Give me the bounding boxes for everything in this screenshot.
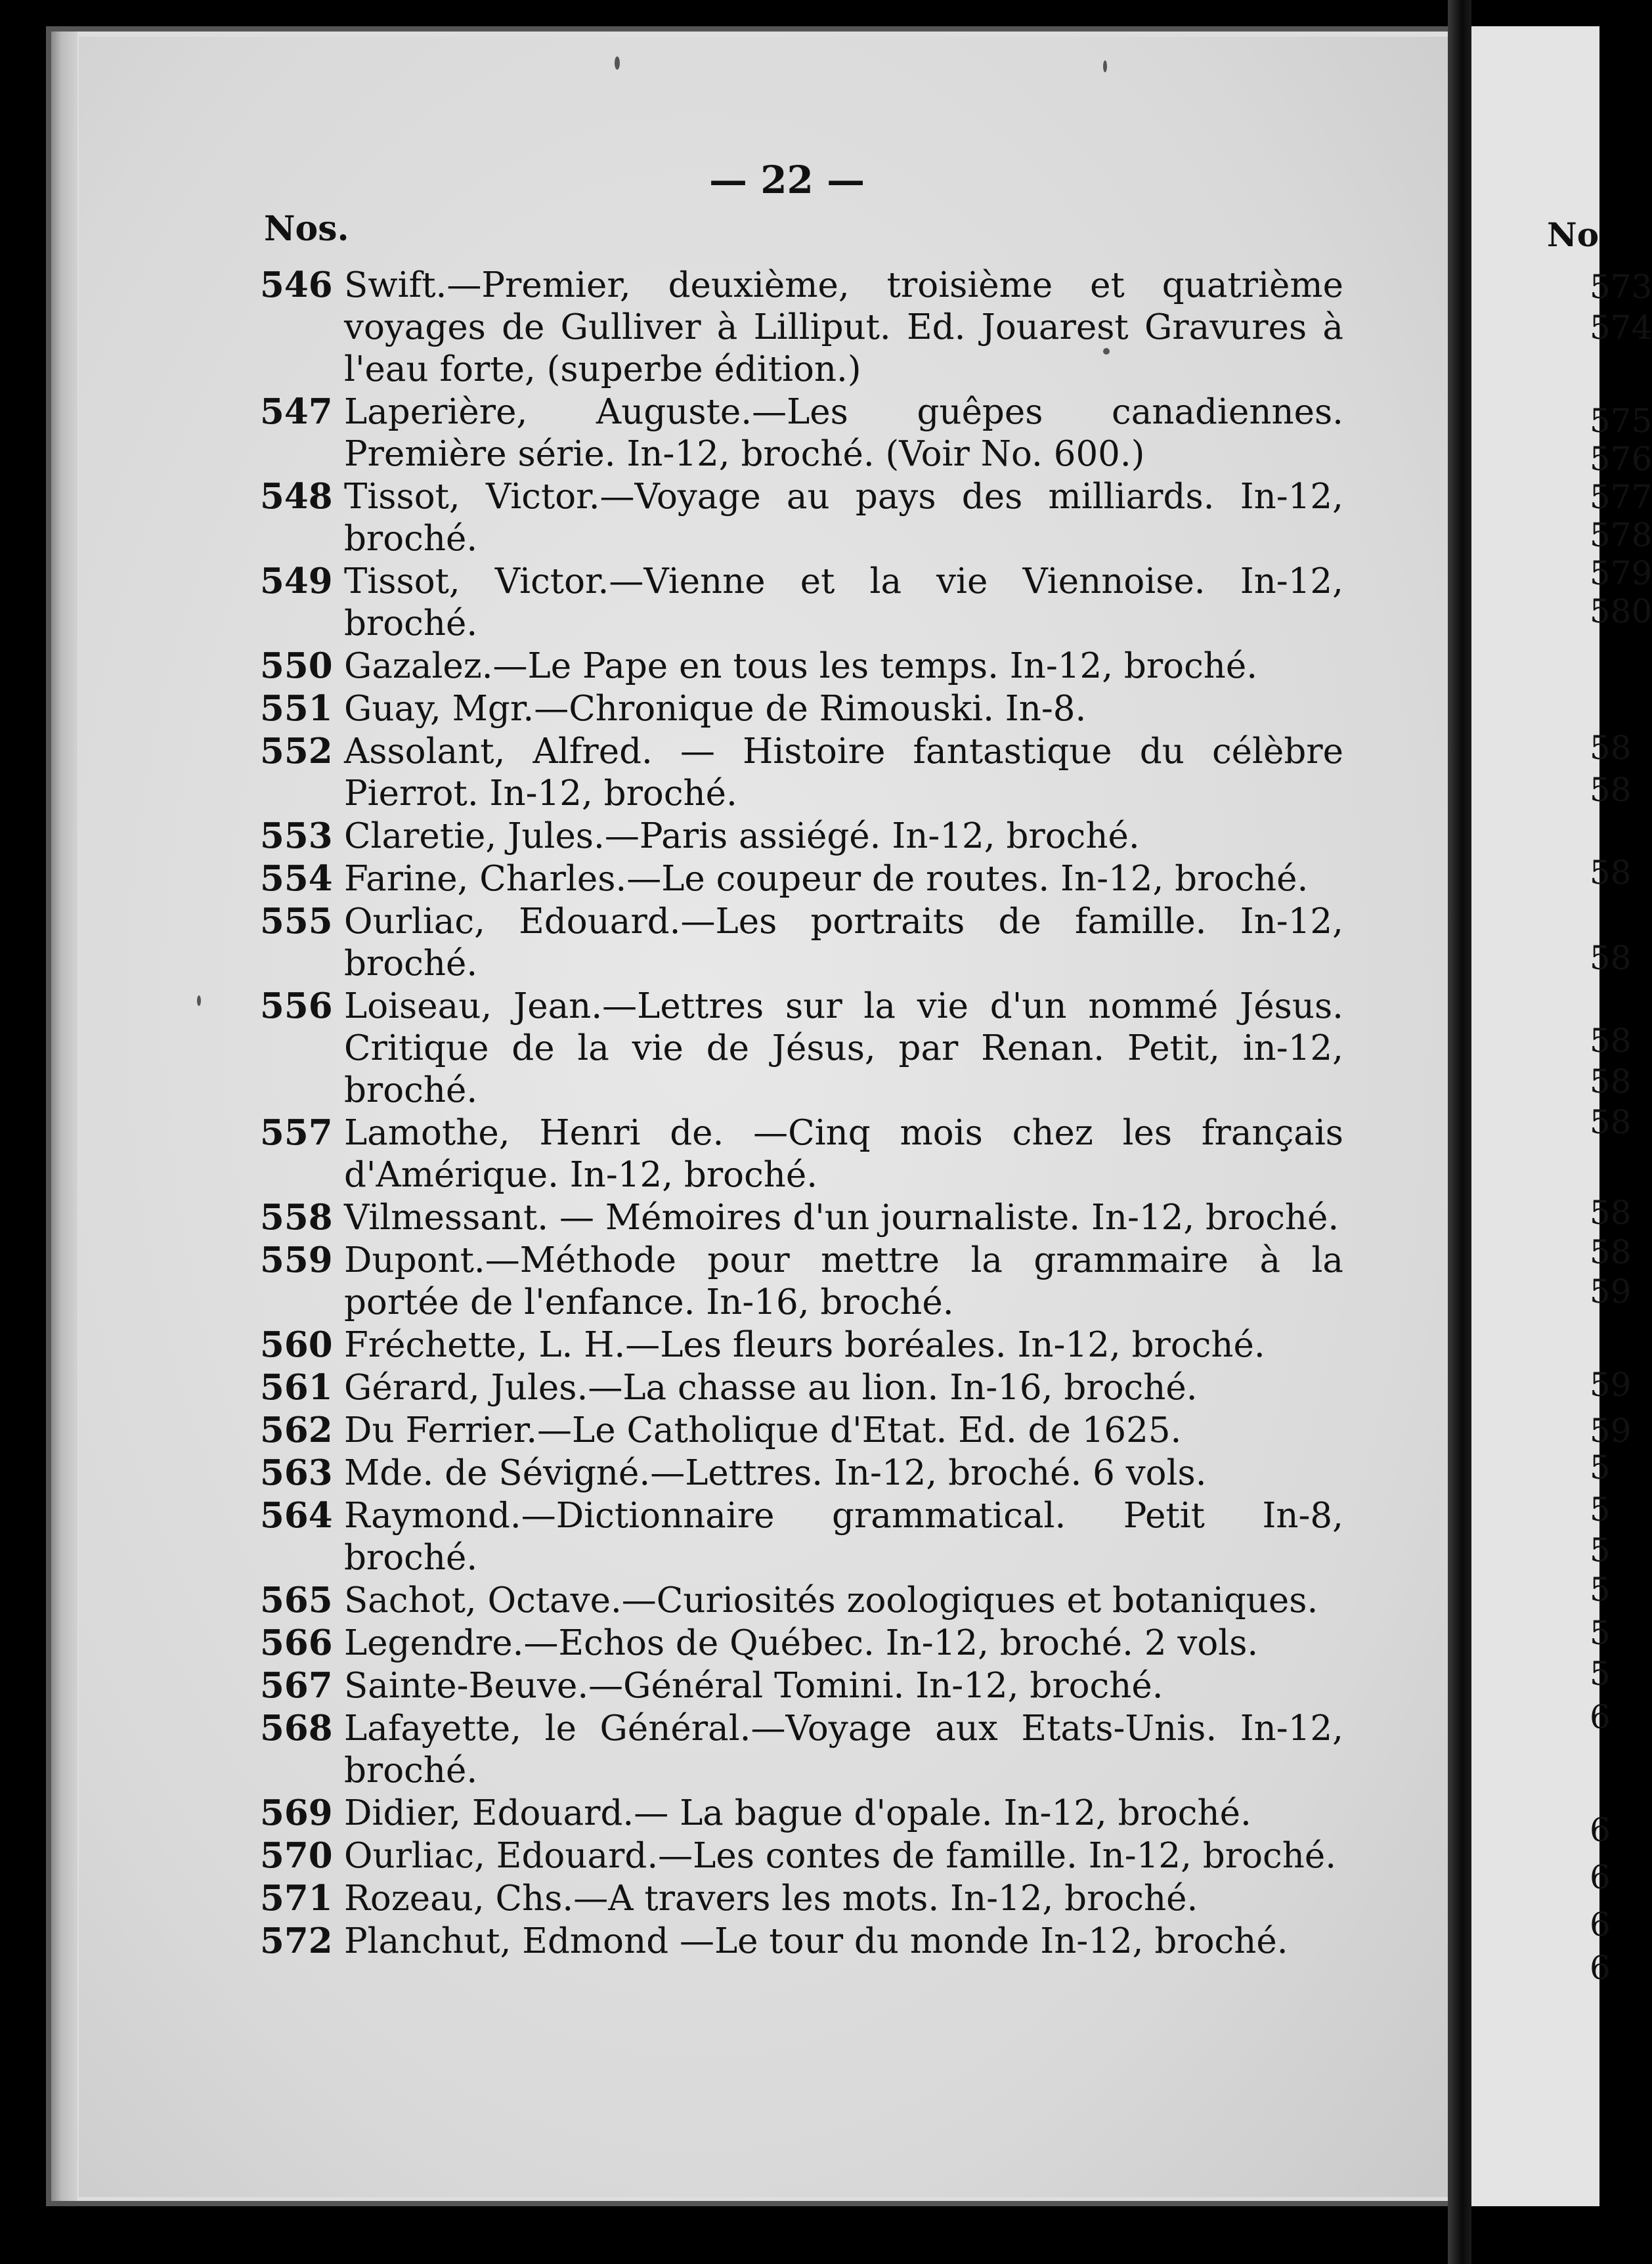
entry-text: Ourliac, Edouard.—Les contes de famille. In-12, broché.	[344, 1836, 1337, 1876]
entry-number: 549	[260, 561, 333, 601]
entry-text: Mde. de Sévigné.—Lettres. In-12, broché. 6 vols.	[344, 1453, 1207, 1493]
facing-page-entry-number: 58	[1590, 1233, 1632, 1271]
entry-text: Planchut, Edmond —Le tour du monde In-12, broché.	[344, 1921, 1288, 1961]
entry-number: 559	[260, 1240, 333, 1280]
facing-page-entry-number: 580	[1590, 592, 1652, 630]
facing-page-entry-number: 5	[1590, 1531, 1611, 1569]
print-speck	[1103, 60, 1107, 72]
entry-number: 568	[260, 1708, 333, 1749]
facing-page-entry-number: 6	[1590, 1811, 1611, 1849]
entry-text: Lamothe, Henri de. —Cinq mois chez les français d'Amérique. In-12, broché.	[344, 1113, 1343, 1195]
entry-text: Dupont.—Méthode pour mettre la grammaire à la portée de l'enfance. In-16, broché.	[344, 1240, 1343, 1322]
entry-number: 560	[260, 1324, 333, 1365]
facing-page-entry-number: 6	[1590, 1949, 1611, 1987]
entry-text: Swift.—Premier, deuxième, troisième et quatrième voyages de Gulliver à Lilliput. Ed. Jouarest Gravures à l'eau forte, (superbe édition.)	[344, 265, 1343, 389]
entry-number: 551	[260, 688, 333, 729]
page-number: — 22 —	[709, 158, 865, 202]
entry-text: Tissot, Victor.—Vienne et la vie Viennoise. In-12, broché.	[344, 561, 1343, 643]
facing-page-entry-number: 59	[1590, 1412, 1632, 1450]
facing-page-entry-number: 575	[1590, 402, 1652, 440]
entry-number: 555	[260, 901, 333, 942]
facing-page-entry-number: 59	[1590, 1273, 1632, 1311]
facing-page-entry-number: 58	[1590, 1194, 1632, 1232]
catalog-entry	[260, 687, 1343, 730]
facing-page-entry-number: 58	[1590, 1062, 1632, 1100]
catalog-entry	[260, 1366, 1343, 1409]
facing-page-entry-number: 578	[1590, 516, 1652, 554]
entry-number: 564	[260, 1495, 333, 1536]
catalog-entry	[260, 1622, 1343, 1665]
entry-text: Sainte-Beuve.—Général Tomini. In-12, broché.	[344, 1666, 1163, 1706]
entry-text: Legendre.—Echos de Québec. In-12, broché. 2 vols.	[344, 1623, 1259, 1663]
entry-text: Lafayette, le Général.—Voyage aux Etats-Unis. In-12, broché.	[344, 1709, 1343, 1791]
catalog-entry	[260, 1324, 1343, 1366]
catalog-entry	[260, 815, 1343, 858]
facing-page-entry-number: 58	[1590, 771, 1632, 809]
facing-page-entry-number: 579	[1590, 554, 1652, 592]
entry-text: Rozeau, Chs.—A travers les mots. In-12, broché.	[344, 1879, 1198, 1919]
facing-page-entry-number: 5	[1590, 1655, 1611, 1693]
catalog-entry	[260, 1452, 1343, 1494]
facing-page-entry-number: 58	[1590, 1022, 1632, 1060]
catalog-entry	[260, 560, 1343, 645]
entry-text: Ourliac, Edouard.—Les portraits de famille. In-12, broché.	[344, 902, 1343, 984]
entry-number: 562	[260, 1410, 333, 1450]
entry-text: Loiseau, Jean.—Lettres sur la vie d'un nommé Jésus. Critique de la vie de Jésus, par Renan. Petit, in-12, broché.	[344, 986, 1343, 1110]
facing-page-entry-number: 577	[1590, 478, 1652, 516]
catalog-entry	[260, 475, 1343, 560]
entry-number: 567	[260, 1665, 333, 1706]
catalog-entry	[260, 985, 1343, 1112]
catalog-entry	[260, 1239, 1343, 1324]
entry-text: Tissot, Victor.—Voyage au pays des milliards. In-12, broché.	[344, 477, 1343, 559]
catalog-list	[260, 264, 1343, 1963]
entry-text: Gérard, Jules.—La chasse au lion. In-16, broché.	[344, 1368, 1198, 1408]
entry-number: 561	[260, 1367, 333, 1408]
entry-number: 566	[260, 1622, 333, 1663]
entry-number: 546	[260, 265, 333, 305]
book-gutter	[1448, 0, 1471, 2264]
catalog-entry	[260, 900, 1343, 985]
facing-page-entry-number: 6	[1590, 1858, 1611, 1896]
entry-number: 548	[260, 476, 333, 517]
catalog-entry	[260, 1494, 1343, 1579]
entry-number: 553	[260, 816, 333, 856]
entry-text: Didier, Edouard.— La bague d'opale. In-12, broché.	[344, 1793, 1251, 1833]
entry-text: Guay, Mgr.—Chronique de Rimouski. In-8.	[344, 689, 1087, 729]
facing-page-entry-number: 5	[1590, 1614, 1611, 1652]
catalog-entry	[260, 1579, 1343, 1622]
entry-number: 558	[260, 1197, 333, 1238]
catalog-entry	[260, 1877, 1343, 1920]
entry-text: Laperière, Auguste.—Les guêpes canadiennes. Première série. In-12, broché. (Voir No. 600.)	[344, 392, 1343, 474]
entry-number: 550	[260, 645, 333, 686]
entry-number: 572	[260, 1921, 333, 1961]
catalog-entry	[260, 1792, 1343, 1835]
entry-text: Raymond.—Dictionnaire grammatical. Petit In-8, broché.	[344, 1496, 1343, 1578]
entry-number: 557	[260, 1112, 333, 1153]
entry-text: Sachot, Octave.—Curiosités zoologiques et botaniques.	[344, 1580, 1318, 1621]
catalog-entry	[260, 1920, 1343, 1963]
print-speck	[615, 56, 620, 70]
facing-page-entry-number: 5	[1590, 1491, 1611, 1529]
entry-text: Farine, Charles.—Le coupeur de routes. In-12, broché.	[344, 859, 1309, 899]
catalog-entry	[260, 730, 1343, 815]
facing-page-entry-number: 574	[1590, 309, 1652, 347]
facing-page-entry-number: 5	[1590, 1448, 1611, 1487]
entry-number: 552	[260, 731, 333, 772]
page-edge	[51, 32, 77, 2201]
facing-page-entry-number: 6	[1590, 1698, 1611, 1736]
facing-page-entry-number: 58	[1590, 729, 1632, 767]
entry-number: 554	[260, 858, 333, 899]
facing-page-entry-number: 58	[1590, 854, 1632, 892]
entry-number: 565	[260, 1580, 333, 1621]
facing-page-entry-number: 58	[1590, 939, 1632, 977]
catalog-entry	[260, 1112, 1343, 1196]
facing-page-entry-number: 576	[1590, 440, 1652, 478]
facing-page-entry-number: 5	[1590, 1571, 1611, 1609]
entry-number: 556	[260, 986, 333, 1026]
facing-page-entry-number: 58	[1590, 1103, 1632, 1141]
entry-text: Vilmessant. — Mémoires d'un journaliste. In-12, broché.	[344, 1198, 1339, 1238]
print-speck	[197, 995, 201, 1006]
entry-text: Claretie, Jules.—Paris assiégé. In-12, broché.	[344, 816, 1140, 856]
facing-page-entry-number: 6	[1590, 1905, 1611, 1944]
entry-text: Du Ferrier.—Le Catholique d'Etat. Ed. de 1625.	[344, 1410, 1182, 1450]
entry-text: Fréchette, L. H.—Les fleurs boréales. In-12, broché.	[344, 1325, 1265, 1365]
facing-page-fragment	[1471, 26, 1652, 2206]
catalog-entry	[260, 391, 1343, 475]
entry-number: 547	[260, 391, 333, 432]
entry-text: Gazalez.—Le Pape en tous les temps. In-12, broché.	[344, 646, 1258, 686]
entry-number: 571	[260, 1878, 333, 1919]
catalog-entry	[260, 1665, 1343, 1707]
catalog-entry	[260, 645, 1343, 687]
column-header: Nos.	[264, 209, 349, 249]
entry-number: 563	[260, 1452, 333, 1493]
catalog-entry	[260, 1409, 1343, 1452]
catalog-entry	[260, 1707, 1343, 1792]
facing-page-entry-number: 573	[1590, 268, 1652, 306]
entry-number: 570	[260, 1835, 333, 1876]
catalog-entry	[260, 1196, 1343, 1239]
catalog-entry	[260, 264, 1343, 391]
facing-page-header: No	[1547, 215, 1599, 254]
entry-text: Assolant, Alfred. — Histoire fantastique du célèbre Pierrot. In-12, broché.	[344, 731, 1343, 814]
facing-page-entry-number: 59	[1590, 1366, 1632, 1404]
catalog-entry	[260, 1835, 1343, 1877]
catalog-entry	[260, 858, 1343, 900]
entry-number: 569	[260, 1793, 333, 1833]
